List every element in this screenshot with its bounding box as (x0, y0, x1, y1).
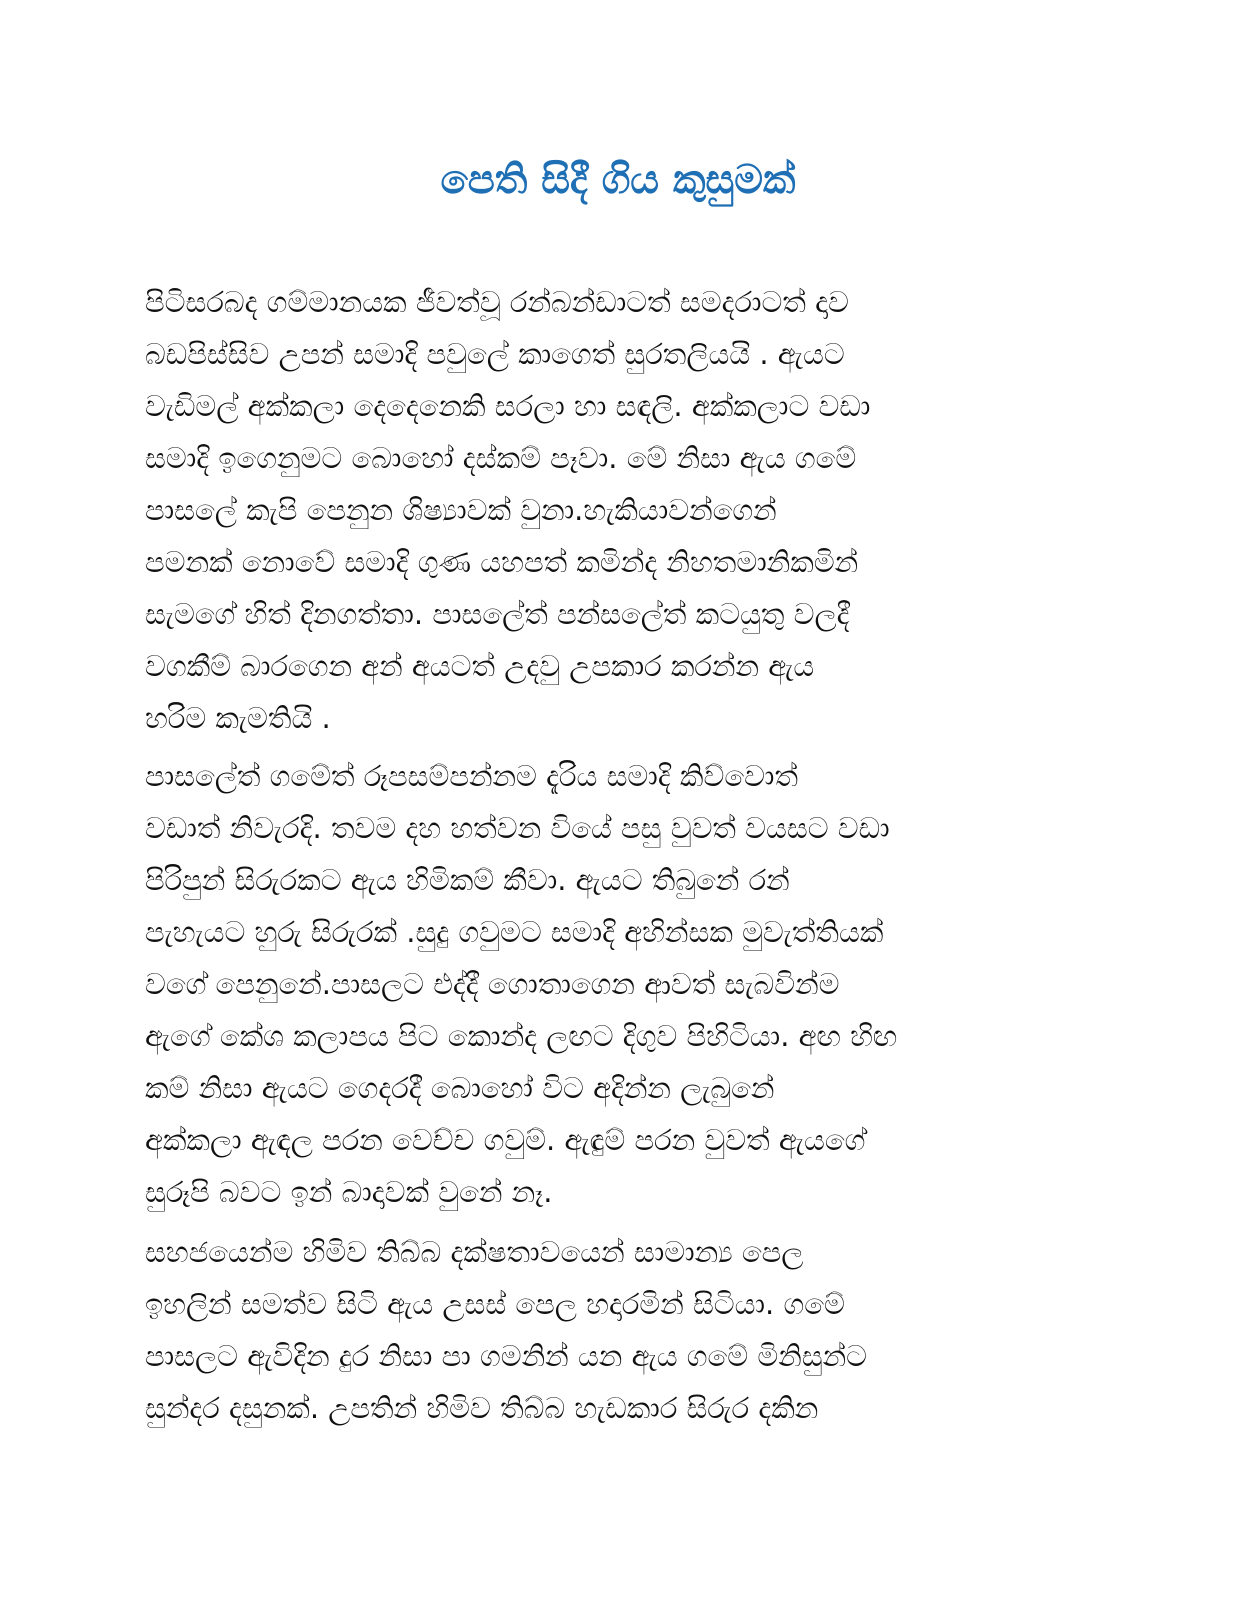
paragraph-line: වගේ පෙනුනේ.පාසලට එද්දී ගොතාගෙන ආවත් සැබවින්ම (145, 967, 840, 1001)
paragraph-line: වඩාත් නිවැරදි. තවම දහ හත්වන වියේ පසු වුවත් වයසට වඩා (145, 811, 890, 845)
paragraph-line: කම් නිසා ඇයට ගෙදරදී බොහෝ විට අදින්න ලැබුනේ (145, 1071, 775, 1105)
paragraph-line: වගකීම් බාරගෙන අන් අයටත් උදවු උපකාර කරන්න ඇය (145, 649, 815, 683)
paragraph-line: සමාදි ඉගෙනුමට බොහෝ දස්කම් පෑවා. මේ නිසා ඇය ගමේ (145, 441, 857, 475)
paragraph-line: සුරූපි බවට ඉන් බාදාවක් වුනේ නෑ. (145, 1175, 553, 1209)
paragraph-line: පාසලේ කැපි පෙනුන ශිෂ්‍යාවක් වුනා.හැකියාවන්ගෙන් (145, 493, 777, 527)
paragraph-3 (145, 1226, 1105, 1434)
paragraph-line: පැහැයට හුරු සිරුරක් .සුදු ගවුමට සමාදි අහින්සක මුවැත්තියක් (145, 915, 884, 949)
paragraph-line: බඩපිස්සිව උපන් සමාදි පවුලේ කාගෙත් සුරතලියයි . ඇයට (145, 337, 845, 371)
paragraph-1 (145, 276, 1105, 744)
paragraph-line: පිටිසරබද ගම්මානයක ජීවත්වූ රන්බන්ඩාටත් සමදරාටත් දාව (145, 285, 849, 319)
paragraph-line: අක්කලා ඇඳල පරන වෙච්ච ගවුම්. ඇඳුම් පරන වුවත් ඇයගේ (145, 1123, 866, 1157)
paragraph-line: පාසලට ඇවිදින දුර නිසා පා ගමනින් යන ඇය ගමේ මිනිසුන්ට (145, 1339, 868, 1373)
paragraph-line: සුන්දර දසුනක්. උපතින් හිමිව තිබ්බ හැඩකාර සිරුර දකින (145, 1391, 819, 1425)
paragraph-line: සැමගේ හිත් දිනගත්තා. පාසලේත් පන්සලේත් කටයුතු වලදී (145, 597, 850, 631)
page-title: පෙති සිදී ගිය කුසුමක් (440, 157, 796, 203)
paragraph-line: පමනක් නොවේ සමාදි ගුණ යහපත් කමින්ද නිහතමානිකමින් (145, 545, 859, 579)
paragraph-line: පාසලේත් ගමේත් රූපසම්පන්නම දැරිය සමාදි කිව්වොත් (145, 759, 799, 793)
paragraph-line: සහජයෙන්ම හිමිව තිබ්බ දක්ෂතාවයෙන් සාමාන්‍ය පෙල (145, 1235, 804, 1269)
paragraph-line: පිරිපුන් සිරුරකට ඇය හිමිකම් කීවා. ඇයට තිබුනේ රන් (145, 863, 790, 897)
paragraph-2 (145, 750, 1105, 1218)
paragraph-line: වැඩිමල් අක්කලා දෙදෙනෙකි සරලා හා සඳලි. අක්කලාට වඩා (145, 389, 871, 423)
paragraph-line: ඇගේ කේශ කලාපය පිට කොන්ද ලඟට දිගුව පිහිටියා. අඟ හිඟ (145, 1019, 898, 1053)
paragraph-line: හරිම කැමතියි . (145, 701, 331, 735)
paragraph-line: ඉහලින් සමත්ව සිටි ඇය උසස් පෙල හදාරමින් සිටියා. ගමේ (145, 1287, 845, 1321)
